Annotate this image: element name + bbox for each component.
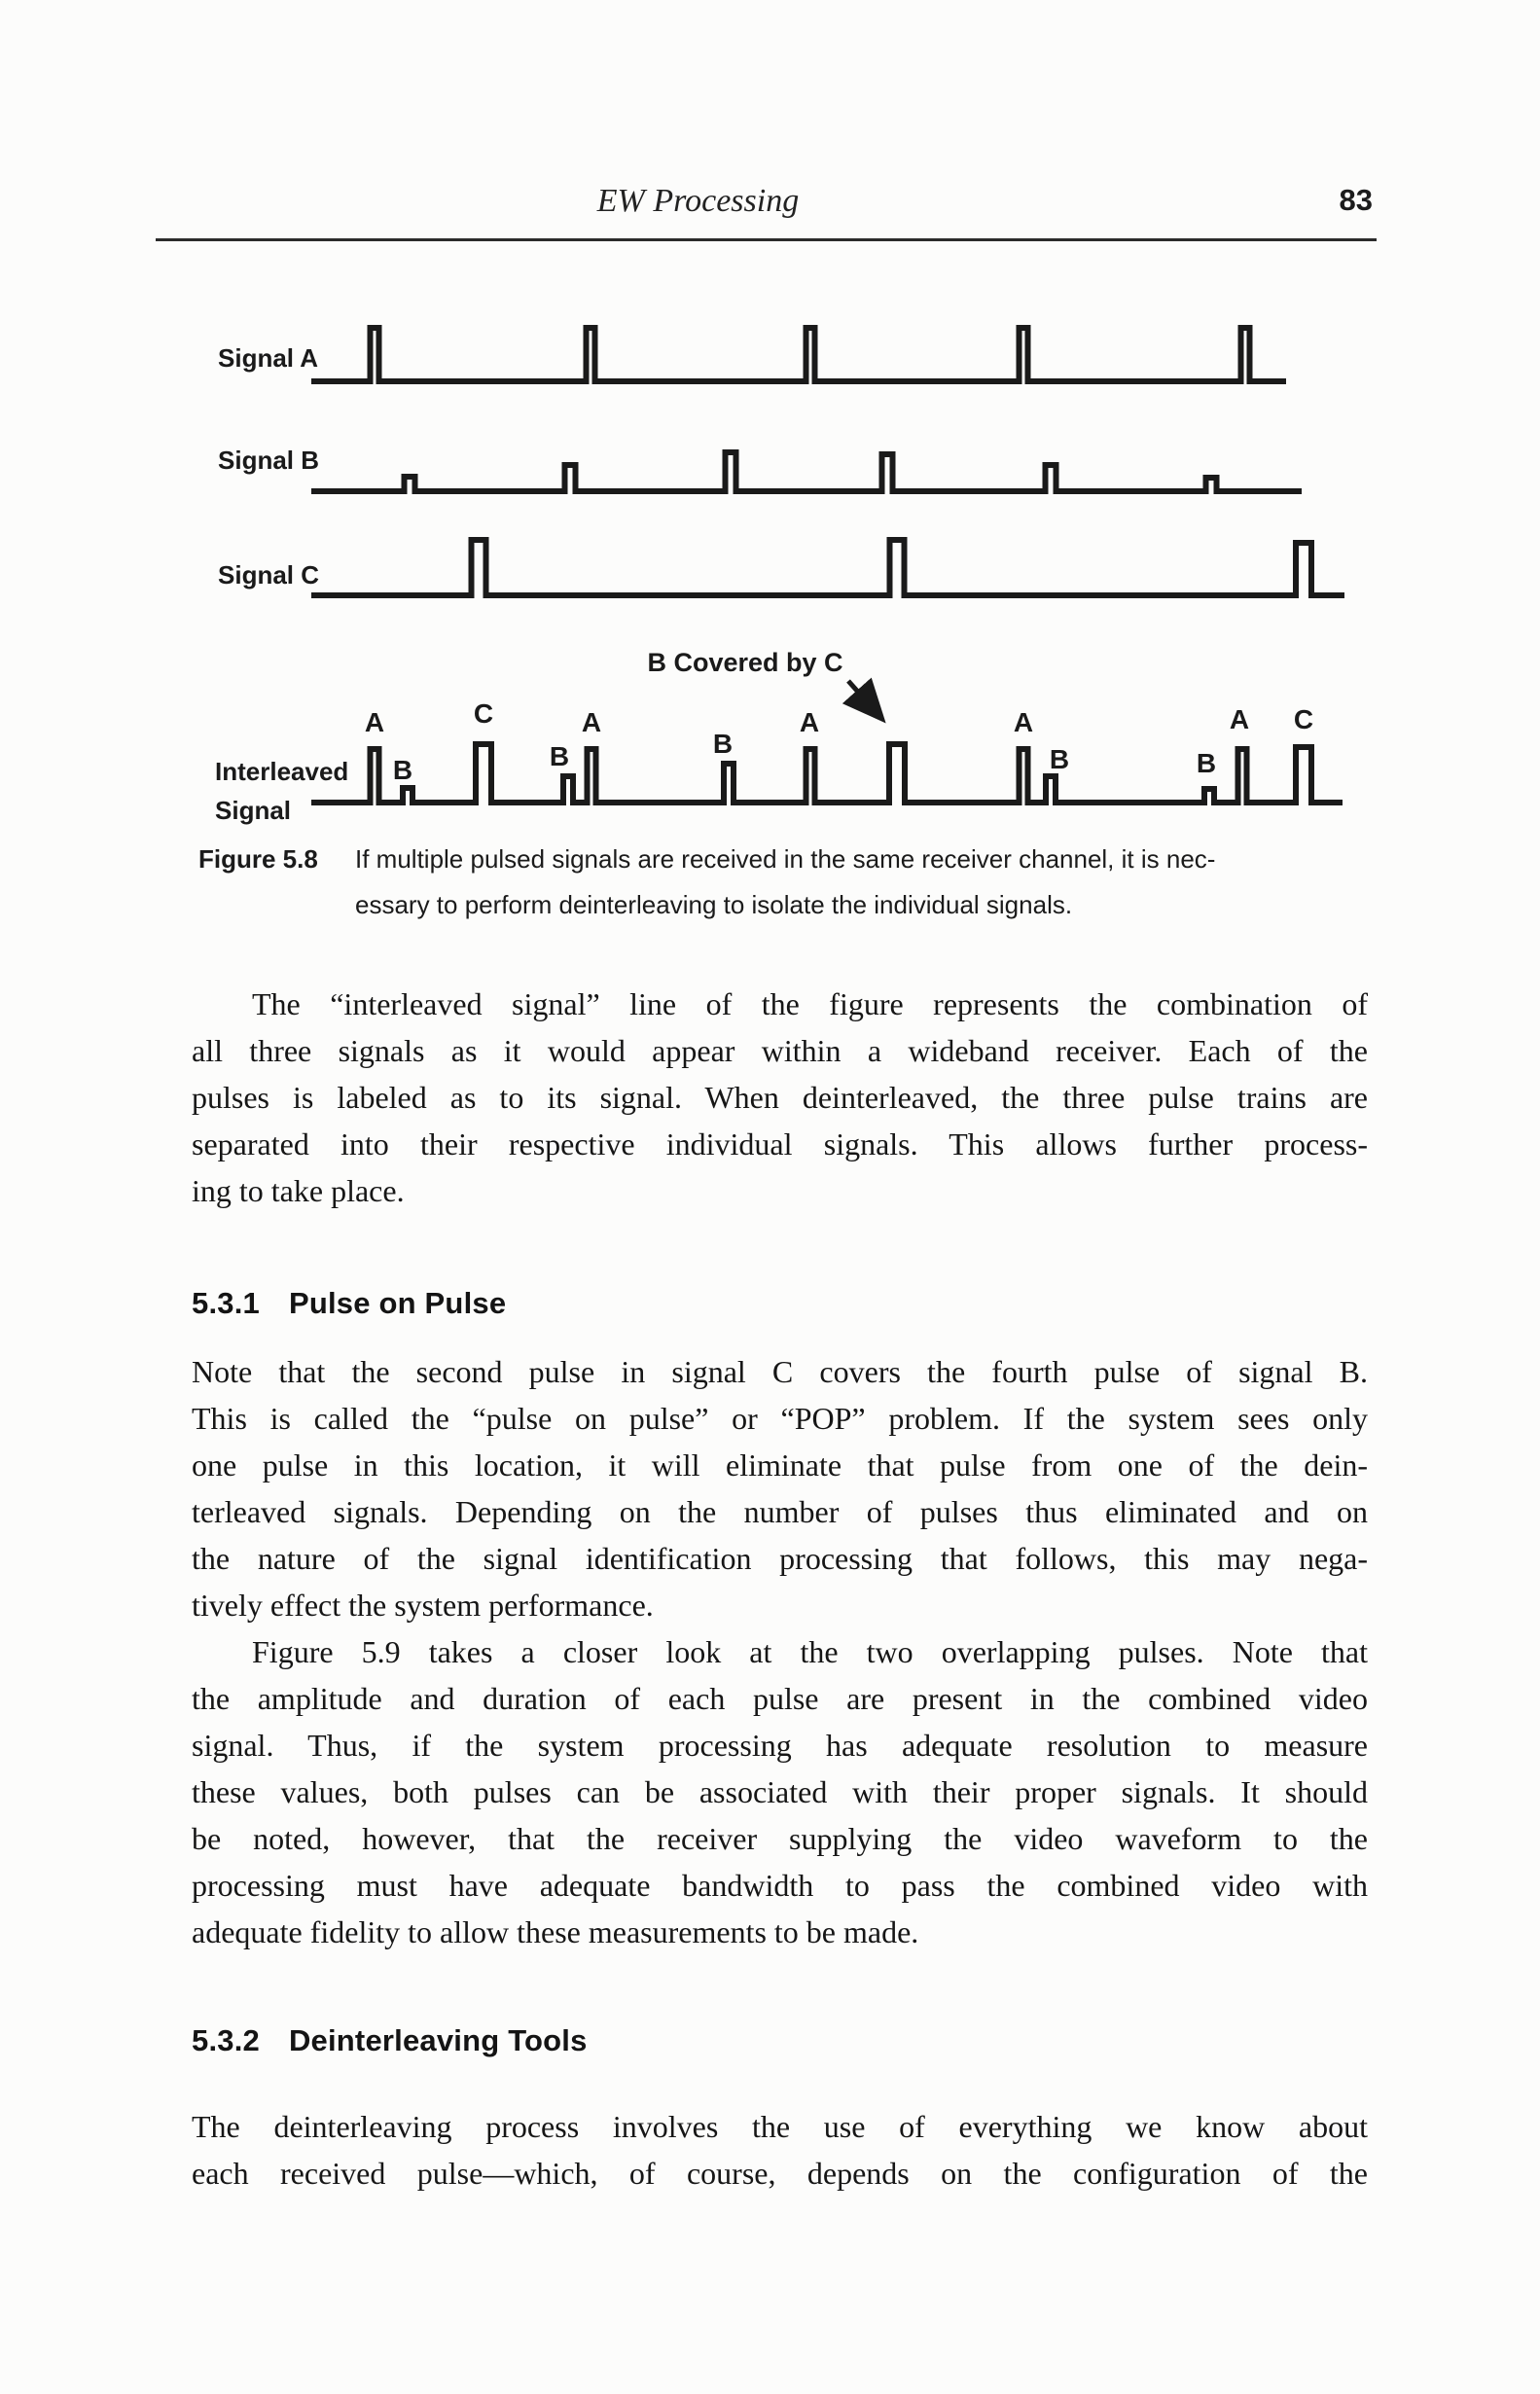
signal-c-label: Signal C [218, 560, 320, 590]
text-line: The deinterleaving process involves the use of everything we know about [192, 2109, 1368, 2144]
text-line: signal. Thus, if the system processing has adequate resolution to measure [192, 1728, 1368, 1763]
text-line: adequate fidelity to allow these measurements to be made. [192, 1914, 919, 1949]
pulse-label-a: A [799, 707, 820, 737]
page-number: 83 [1339, 183, 1373, 217]
text-line: The “interleaved signal” line of the figure represents the combination of [252, 986, 1368, 1021]
text-line: each received pulse—which, of course, depends on the configuration of the [192, 2156, 1368, 2191]
text-line: terleaved signals. Depending on the number of pulses thus eliminated and on [192, 1494, 1368, 1529]
pulse-label-a: A [581, 707, 602, 737]
pulse-label-a: A [364, 707, 385, 737]
figure-caption-line: essary to perform deinterleaving to isolate the individual signals. [355, 890, 1073, 919]
para-pulse-on-pulse [192, 1348, 1368, 1628]
pulse-label-b: B [1049, 744, 1070, 774]
body-text-column [192, 0, 1368, 2394]
interleaved-signal-label: Interleaved [215, 757, 349, 786]
para-deinterleaving-process [192, 2103, 1368, 2197]
figure-caption-line: If multiple pulsed signals are received in the same receiver channel, it is nec- [355, 844, 1216, 874]
heading-5-3-2 [192, 2023, 1368, 2058]
text-line: the amplitude and duration of each pulse are present in the combined video [192, 1681, 1368, 1716]
pulse-label-b: B [549, 741, 570, 771]
heading-5-3-2-title: Deinterleaving Tools [288, 2023, 588, 2057]
pulse-label-c: C [1293, 704, 1314, 734]
text-line: be noted, however, that the receiver supplying the video waveform to the [192, 1821, 1368, 1856]
interleaved-signal-label: Signal [215, 796, 292, 825]
text-line: the nature of the signal identification processing that follows, this may nega- [192, 1541, 1368, 1576]
text-line: separated into their respective individual signals. This allows further process- [192, 1126, 1368, 1161]
figure-caption-label: Figure 5.8 [198, 844, 318, 874]
pulse-label-a: A [1013, 707, 1034, 737]
pulse-label-b: B [1196, 748, 1217, 778]
pulse-label-b: B [392, 755, 413, 785]
text-line: tively effect the system performance. [192, 1588, 654, 1623]
pulse-label-a: A [1229, 704, 1250, 734]
heading-5-3-1-title: Pulse on Pulse [288, 1286, 507, 1320]
heading-5-3-1 [192, 1286, 1368, 1321]
signal-b-label: Signal B [218, 446, 320, 475]
running-header-title: EW Processing [596, 183, 800, 219]
pulse-label-c: C [473, 698, 494, 729]
text-line: processing must have adequate bandwidth to pass the combined video with [192, 1868, 1368, 1903]
para-interleaved-signal [192, 981, 1368, 1214]
text-line: one pulse in this location, it will eliminate that pulse from one of the dein- [192, 1447, 1368, 1483]
signal-a-label: Signal A [218, 343, 319, 373]
para-figure-5-9 [192, 1628, 1368, 1955]
pulse-label-b: B [712, 729, 734, 759]
text-line: all three signals as it would appear within a wideband receiver. Each of the [192, 1033, 1368, 1068]
heading-5-3-2-number: 5.3.2 [192, 2023, 260, 2057]
heading-5-3-1-number: 5.3.1 [192, 1286, 260, 1320]
text-line: these values, both pulses can be associated with their proper signals. It should [192, 1774, 1368, 1809]
text-line: Figure 5.9 takes a closer look at the two overlapping pulses. Note that [252, 1634, 1368, 1669]
pop-annotation-text: B Covered by C [647, 648, 843, 677]
text-line: pulses is labeled as to its signal. When deinterleaved, the three pulse trains are [192, 1080, 1368, 1115]
text-line: ing to take place. [192, 1173, 405, 1208]
text-line: Note that the second pulse in signal C covers the fourth pulse of signal B. [192, 1354, 1368, 1389]
text-line: This is called the “pulse on pulse” or “POP” problem. If the system sees only [192, 1401, 1368, 1436]
